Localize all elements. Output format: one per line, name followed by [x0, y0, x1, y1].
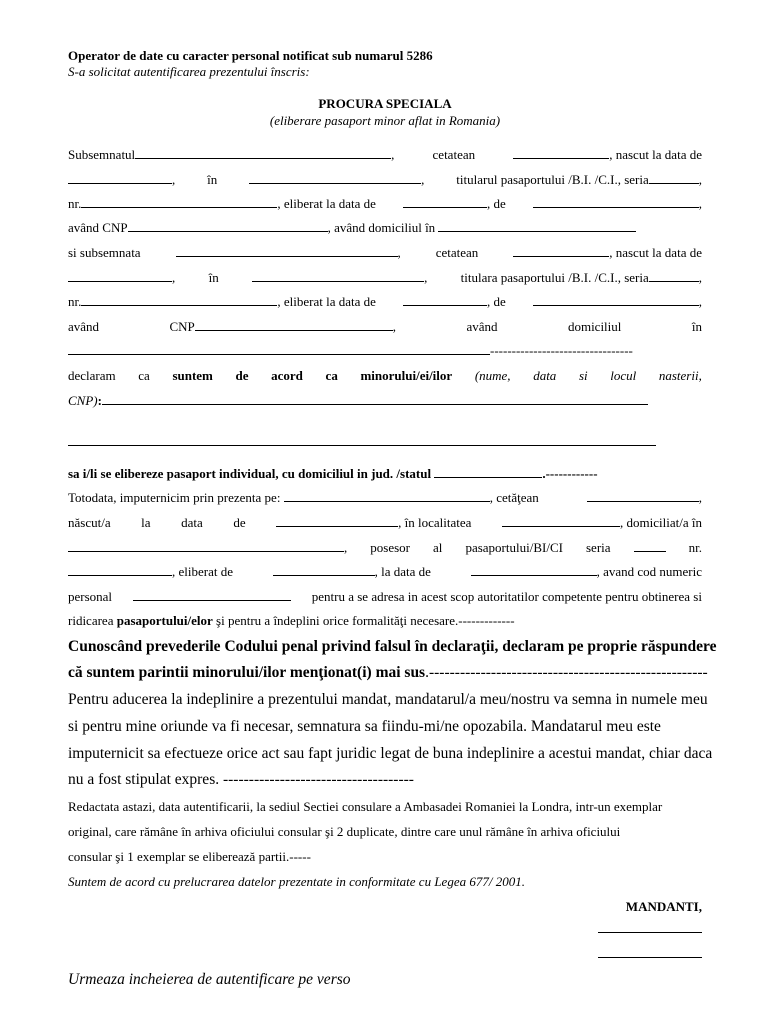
word-nascut-a: născut/a: [68, 515, 111, 530]
word-de-2: de: [233, 515, 246, 530]
field-judet-statul[interactable]: [434, 466, 542, 478]
label-in: în: [207, 172, 218, 187]
field-mandatar-name[interactable]: [284, 490, 490, 502]
label-nr-3: nr.: [688, 540, 702, 555]
label-pasaportului-elor: pasaportului/elor: [116, 613, 213, 628]
field-mandatar-seria[interactable]: [634, 540, 666, 552]
field-issue-date-1[interactable]: [403, 196, 487, 208]
dot-dashes: .------------: [542, 466, 598, 481]
field-mandatar-domicile[interactable]: [68, 540, 344, 552]
colon: :: [97, 393, 102, 408]
data-consent: Suntem de acord cu prelucrarea datelor prezentate in conformitate cu Legea 677/ 2001.: [68, 874, 525, 889]
word-de: de: [235, 368, 249, 383]
signature-line-1: [68, 921, 702, 937]
verso-note: Urmeaza incheierea de autentificare pe verso: [68, 971, 351, 988]
label-ridicarea: ridicarea: [68, 613, 114, 628]
form-row-15: [68, 515, 702, 531]
label-in-2: în: [208, 270, 219, 285]
form-row-10: [68, 368, 702, 384]
field-issuer-2[interactable]: [533, 294, 699, 306]
drafted-line-2: original, care rămâne în arhiva oficiului consular şi 2 duplicate, dintre care unul rămâne în arhiva oficiului: [68, 824, 621, 839]
label-in-3: în: [691, 319, 702, 334]
word-minorului: minorului/ei/ilor: [360, 368, 453, 383]
label-in-localitatea: , în localitatea: [398, 515, 472, 530]
word-pasaportului: pasaportului/BI/CI: [465, 540, 563, 555]
form-row-8: [68, 319, 702, 335]
label-cetatean: cetatean: [432, 147, 476, 162]
field-mandatar-birth-date[interactable]: [276, 515, 398, 527]
word-data-2: data: [181, 515, 203, 530]
declaration-line-2: [68, 663, 708, 683]
field-nr-1[interactable]: [81, 196, 277, 208]
form-row-2: [68, 172, 702, 188]
dashes: ---------------------------------: [490, 343, 633, 358]
field-mandatar-nr[interactable]: [68, 564, 172, 576]
comma: ,: [172, 172, 176, 187]
form-row-16: [68, 540, 702, 556]
field-cnp-2[interactable]: [195, 319, 393, 331]
field-cetatean-1[interactable]: [513, 147, 609, 159]
word-locul: locul: [610, 368, 637, 383]
form-row-5: [68, 245, 702, 261]
label-si-subsemnata: si subsemnata: [68, 245, 141, 260]
field-nr-2[interactable]: [81, 294, 277, 306]
label-personal: personal: [68, 589, 113, 604]
word-nume: (nume,: [474, 368, 511, 383]
authentication-request: S-a solicitat autentificarea prezentului înscris:: [68, 64, 310, 79]
document-subtitle: (eliberare pasaport minor aflat in Romania): [269, 113, 501, 128]
word-ca-bold: ca: [325, 368, 338, 383]
label-eliberat: , eliberat la data de: [277, 196, 376, 211]
field-minor-details-1[interactable]: [102, 393, 648, 405]
field-mandatar-birth-place[interactable]: [502, 515, 620, 527]
field-domicile-1[interactable]: [438, 220, 636, 232]
comma: ,: [698, 270, 702, 285]
label-sa-se-elibereze: sa i/li se elibereze pasaport individual, cu domiciliul in jud. /statul: [68, 466, 432, 481]
label-titularul: titularul pasaportului /B.I. /C.I., seria: [456, 172, 649, 187]
label-nascut: , nascut la data de: [609, 147, 702, 162]
comma: ,: [391, 147, 395, 162]
comma: ,: [172, 270, 176, 285]
mandate-line-2: si pentru mine oriunde va fi necesar, semnatura sa fiindu-mi/ne opozabila. Mandatarul meu este: [68, 718, 661, 735]
form-row-9: [68, 343, 702, 359]
field-domicile-2[interactable]: [68, 343, 490, 355]
word-al: al: [433, 540, 443, 555]
word-suntem: suntem: [172, 368, 213, 383]
mandate-line-1: Pentru aducerea la indeplinire a prezentului mandat, mandatarul/a meu/nostru va semna in numele meu: [68, 691, 708, 708]
label-avand-domiciliul: , având domiciliul în: [327, 220, 436, 235]
form-row-17: [68, 564, 702, 580]
field-birth-place-1[interactable]: [249, 172, 421, 184]
label-eliberat-de: , eliberat de: [172, 564, 233, 579]
field-subsemnata-name[interactable]: [176, 245, 398, 257]
label-titulara: titulara pasaportului /B.I. /C.I., seria: [460, 270, 649, 285]
label-avand-cod: , avand cod numeric: [596, 564, 702, 579]
field-mandatar-issue-date[interactable]: [471, 564, 597, 576]
declaration-bold-text: că suntem parintii minorului/ilor menţionat(i) mai sus: [68, 664, 426, 681]
comma: ,: [698, 196, 702, 211]
form-row-19: [68, 613, 702, 629]
field-birth-place-2[interactable]: [252, 270, 424, 282]
form-row-18: [68, 589, 702, 605]
signature-field-1[interactable]: [598, 921, 702, 933]
word-declaram: declaram: [68, 368, 116, 383]
field-mandatar-issuer[interactable]: [273, 564, 375, 576]
label-de: , de: [486, 196, 506, 211]
field-seria-1[interactable]: [649, 172, 699, 184]
word-nasterii: nasterii,: [658, 368, 702, 383]
drafted-line-3: consular şi 1 exemplar se eliberează partii.-----: [68, 849, 311, 864]
label-nr: nr.: [68, 196, 82, 211]
word-si: si: [578, 368, 588, 383]
label-domiciliat: , domiciliat/a în: [620, 515, 702, 530]
label-pentru-a-se-adresa: pentru a se adresa in acest scop autoritatilor competente pentru obtinerea si: [311, 589, 702, 604]
field-mandatar-citizenship[interactable]: [587, 490, 699, 502]
label-totodata: Totodata, imputernicim prin prezenta pe:: [68, 490, 281, 505]
field-cetatean-2[interactable]: [513, 245, 609, 257]
mandanti-label: MANDANTI,: [625, 899, 702, 914]
document-title: PROCURA SPECIALA: [318, 96, 452, 111]
form-row-11: [68, 393, 702, 409]
signature-field-2[interactable]: [598, 946, 702, 958]
signature-line-2: [68, 946, 702, 962]
comma: ,: [424, 270, 428, 285]
comma: ,: [397, 245, 401, 260]
label-cnp-close: CNP): [68, 393, 98, 408]
field-issuer-1[interactable]: [533, 196, 699, 208]
label-de-2: , de: [486, 294, 506, 309]
label-cetatean-3: , cetăţean: [489, 490, 539, 505]
declaration-dashes: .------------------------------------------------------: [425, 664, 708, 681]
mandate-line-3: imputernicit sa efectueze orice act sau fapt juridic legat de buna indeplinire a acestui mandat, chiar daca: [68, 745, 713, 762]
word-data: data: [533, 368, 557, 383]
word-ca: ca: [138, 368, 150, 383]
label-domiciliul: domiciliul: [567, 319, 622, 334]
comma: ,: [392, 319, 397, 334]
mandate-line-4: nu a fost stipulat expres. -------------------------------------: [68, 771, 414, 788]
form-row-1: [68, 147, 702, 163]
field-mandatar-cnp[interactable]: [133, 589, 291, 601]
label-eliberat-2: , eliberat la data de: [277, 294, 376, 309]
form-row-7: [68, 294, 702, 310]
field-subsemnatul-name[interactable]: [135, 147, 391, 159]
field-birth-date-2[interactable]: [68, 270, 172, 282]
form-row-12: [68, 434, 702, 450]
label-avand: având: [68, 319, 100, 334]
word-posesor: posesor: [370, 540, 410, 555]
label-avand-2: având: [466, 319, 498, 334]
label-nr-2: nr.: [68, 294, 82, 309]
comma: ,: [421, 172, 425, 187]
word-acord: acord: [271, 368, 303, 383]
label-avand-cnp: având CNP: [68, 220, 128, 235]
comma: ,: [698, 294, 702, 309]
form-row-6: [68, 270, 702, 286]
field-birth-date-1[interactable]: [68, 172, 172, 184]
label-la-data-de: , la data de: [374, 564, 431, 579]
field-seria-2[interactable]: [649, 270, 699, 282]
comma: ,: [344, 540, 348, 555]
drafted-line-1: Redactata astazi, data autentificarii, la sediul Sectiei consulare a Ambasadei Romaniei la Londra, intr-un exemplar: [68, 799, 663, 814]
field-cnp-1[interactable]: [128, 220, 328, 232]
field-minor-details-2[interactable]: [68, 434, 656, 446]
form-row-13: [68, 466, 702, 482]
form-row-4: [68, 220, 702, 236]
label-si-pentru: şi pentru a îndeplini orice formalităţi necesare.-------------: [216, 613, 515, 628]
declaration-line-1: Cunoscând prevederile Codului penal privind falsul în declaraţii, declaram pe proprie răspundere: [68, 638, 717, 655]
word-la: la: [141, 515, 151, 530]
label-nascut-2: , nascut la data de: [609, 245, 702, 260]
label-subsemnatul: Subsemnatul: [68, 147, 136, 162]
word-seria: seria: [585, 540, 611, 555]
form-row-3: [68, 196, 702, 212]
comma: ,: [698, 172, 702, 187]
label-cnp: CNP: [169, 319, 195, 334]
label-cetatean-2: cetatean: [435, 245, 479, 260]
operator-notice: Operator de date cu caracter personal notificat sub numarul 5286: [68, 48, 433, 63]
field-issue-date-2[interactable]: [403, 294, 487, 306]
comma: ,: [698, 490, 702, 505]
form-row-14: [68, 490, 702, 506]
